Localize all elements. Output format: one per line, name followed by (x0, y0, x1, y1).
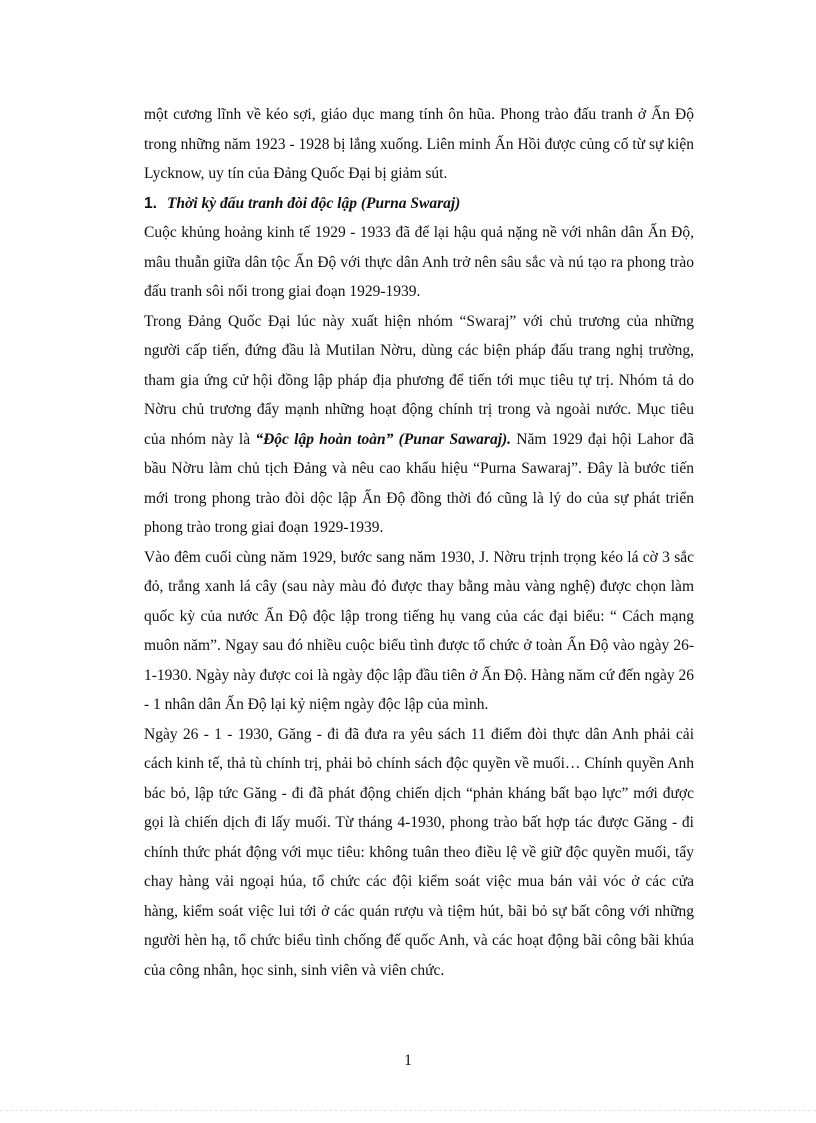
paragraph-salt-campaign: Ngày 26 - 1 - 1930, Găng - đi đã đưa ra yêu sách 11 điểm đòi thực dân Anh phải cải cách kinh tế, thả tù chính trị, phải bỏ chính sách độc quyền về muối… Chính quyền Anh bác bỏ, lập tức Găng - đi đã phát động chiến dịch “phản kháng bất bạo lực” mới được gọi là chiến dịch đi lấy muối. Từ tháng 4-1930, phong trào bất hợp tác được Găng - đi chính thức phát động với mục tiêu: không tuân theo điều lệ về giữ độc quyền muối, tẩy chay hàng vải ngoại húa, tổ chức các đội kiểm soát việc mua bán vải vóc ở các cửa hàng, kiểm soát việc lui tới ở các quán rượu và tiệm hút, bãi bỏ sự bất công với những người hèn hạ, tổ chức biểu tình chống đế quốc Anh, và các hoạt động bãi công bãi khúa của công nhân, học sinh, sinh viên và viên chức. (144, 725, 694, 979)
paragraph-economic-crisis: Cuộc khủng hoảng kinh tế 1929 - 1933 đã để lại hậu quả nặng nề với nhân dân Ấn Độ, mâu thuẫn giữa dân tộc Ấn Độ với thực dân Anh trở nên sâu sắc và nú tạo ra phong trào đấu tranh sôi nổi trong giai đoạn 1929-1939. (144, 224, 694, 300)
paragraph-swaraj-text-2: Năm 1929 đại hội Lahor đã bầu Nờru làm chủ tịch Đảng và nêu cao khẩu hiệu “Purna Sawaraj”. Đây là bước tiến mới trong phong trào đòi dộc lập Ấn Độ đồng thời đó cũng là lý do của sự phát triển phong trào trong giai đoạn 1929-1939. (144, 430, 694, 536)
page-number: 1 (404, 1052, 412, 1069)
section-heading (144, 189, 694, 219)
paragraph-independence-day: Vào đêm cuối cùng năm 1929, bước sang năm 1930, J. Nờru trịnh trọng kéo lá cờ 3 sắc đỏ, trắng xanh lá cây (sau này màu đỏ được thay bằng màu vàng nghệ) được chọn làm quốc kỳ của nước Ấn Độ độc lập trong tiếng hụ vang của các đại biểu: “ Cách mạng muôn năm”. Ngay sau đó nhiều cuộc biểu tình được tổ chức ở toàn Ấn Độ vào ngày 26-1-1930. Ngày này được coi là ngày độc lập đầu tiên ở Ấn Độ. Hàng năm cứ đến ngày 26 - 1 nhân dân Ấn Độ lại kỷ niệm ngày độc lập của mình. (144, 548, 694, 713)
paragraph-swaraj-emphasis: “Độc lập hoàn toàn” (Punar Sawaraj). (255, 430, 512, 448)
page-bottom-divider (0, 1110, 816, 1111)
section-title: Thời kỳ đấu tranh đòi độc lập (Purna Swaraj) (166, 194, 461, 212)
paragraph-swaraj-text-1: Trong Đảng Quốc Đại lúc này xuất hiện nhóm “Swaraj” với chủ trương của những người cấp tiến, đứng đầu là Mutilan Nờru, dùng các biện pháp đấu trang nghị trường, tham gia ứng cử hội đồng lập pháp địa phương để tiến tới mục tiêu tự trị. Nhóm tả do Nờru chủ trương đẩy mạnh những hoạt động chính trị trong và ngoài nước. Mục tiêu của nhóm này là (144, 312, 694, 448)
section-number: 1. (144, 194, 157, 212)
paragraph-intro: một cương lĩnh về kéo sợi, giáo dục mang tính ôn hũa. Phong trào đấu tranh ở Ấn Độ trong những năm 1923 - 1928 bị lắng xuống. Liên minh Ấn Hồi được củng cố từ sự kiện Lycknow, uy tín của Đảng Quốc Đại bị giảm sút. (144, 106, 694, 182)
document-body (144, 100, 694, 985)
paragraph-swaraj-group (144, 307, 694, 543)
